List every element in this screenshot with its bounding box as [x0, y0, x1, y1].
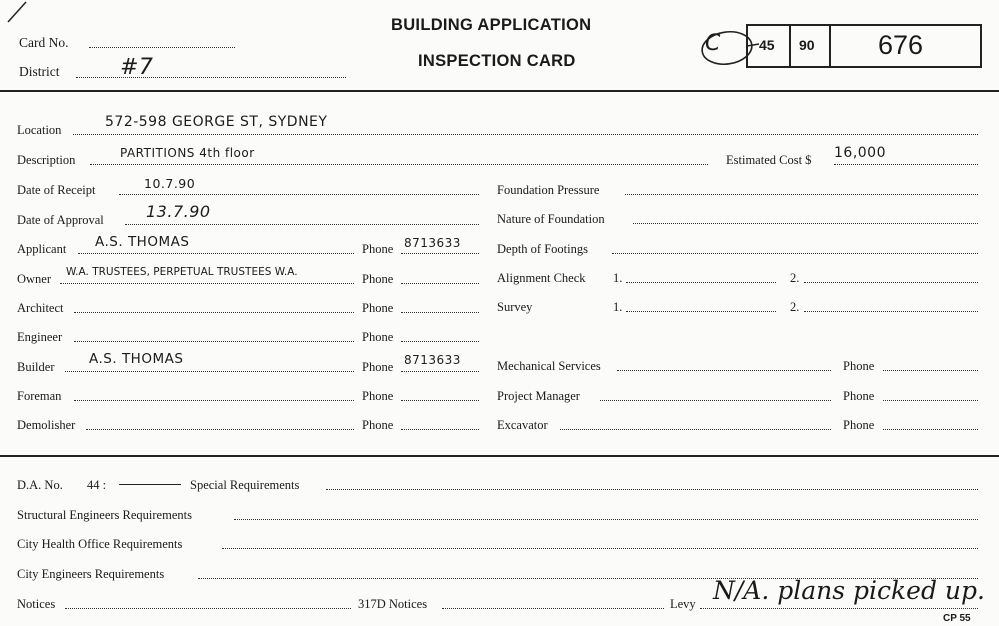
- description-field[interactable]: [90, 164, 708, 165]
- project-manager-phone-label: Phone: [843, 389, 875, 403]
- survey-label: Survey: [497, 300, 533, 314]
- mechanical-services-phone-label: Phone: [843, 359, 875, 373]
- applicant-value: A.S. THOMAS: [95, 234, 190, 250]
- excavator-label: Excavator: [497, 418, 548, 432]
- description-value: PARTITIONS 4th floor: [120, 146, 255, 160]
- form-code: CP 55: [943, 613, 971, 624]
- notices-317d-field[interactable]: [442, 608, 664, 609]
- divider-middle: [0, 455, 999, 457]
- foreman-label: Foreman: [17, 389, 62, 403]
- builder-phone-field[interactable]: [401, 371, 479, 372]
- card-no-field[interactable]: [89, 47, 235, 48]
- excavator-phone-field[interactable]: [883, 429, 978, 430]
- date-receipt-label: Date of Receipt: [17, 183, 96, 197]
- demolisher-phone-field[interactable]: [401, 429, 479, 430]
- health-req-field[interactable]: [222, 548, 978, 549]
- nature-foundation-field[interactable]: [633, 223, 978, 224]
- architect-field[interactable]: [74, 312, 354, 313]
- owner-value: W.A. TRUSTEES, PERPETUAL TRUSTEES W.A.: [66, 266, 298, 278]
- builder-phone-value: 8713633: [404, 353, 461, 367]
- foundation-pressure-field[interactable]: [625, 194, 978, 195]
- survey-field1[interactable]: [626, 311, 776, 312]
- builder-field[interactable]: [65, 371, 354, 372]
- location-field[interactable]: [73, 134, 978, 135]
- ref-box-2: [787, 24, 831, 68]
- health-req-label: City Health Office Requirements: [17, 537, 183, 551]
- date-approval-field[interactable]: [125, 224, 479, 225]
- notices-label: Notices: [17, 597, 56, 611]
- applicant-phone-value: 8713633: [404, 236, 461, 250]
- alignment-check-field2[interactable]: [804, 282, 978, 283]
- district-value: #7: [120, 55, 154, 80]
- owner-label: Owner: [17, 272, 52, 286]
- form-title-line1: BUILDING APPLICATION: [391, 16, 592, 34]
- depth-footings-label: Depth of Footings: [497, 242, 588, 256]
- location-label: Location: [17, 123, 62, 137]
- depth-footings-field[interactable]: [612, 253, 978, 254]
- engineer-phone-field[interactable]: [401, 341, 479, 342]
- mechanical-services-phone-field[interactable]: [883, 370, 978, 371]
- ref-box-1-value: 45: [759, 37, 775, 53]
- date-approval-label: Date of Approval: [17, 213, 104, 227]
- form-title-line2: INSPECTION CARD: [418, 52, 576, 70]
- engineer-label: Engineer: [17, 330, 63, 344]
- special-requirements-label: Special Requirements: [190, 478, 300, 492]
- foundation-pressure-label: Foundation Pressure: [497, 183, 600, 197]
- nature-foundation-label: Nature of Foundation: [497, 212, 605, 226]
- levy-label: Levy: [670, 597, 696, 611]
- foreman-phone-field[interactable]: [401, 400, 479, 401]
- owner-phone-label: Phone: [362, 272, 394, 286]
- special-requirements-field[interactable]: [326, 489, 978, 490]
- project-manager-field[interactable]: [600, 400, 831, 401]
- architect-phone-label: Phone: [362, 301, 394, 315]
- applicant-field[interactable]: [78, 253, 354, 254]
- da-no-dash: [119, 484, 181, 485]
- survey-num1: 1.: [613, 300, 623, 314]
- project-manager-phone-field[interactable]: [883, 400, 978, 401]
- circled-mark-letter: C: [705, 31, 721, 56]
- district-label: District: [19, 64, 60, 79]
- mechanical-services-label: Mechanical Services: [497, 359, 601, 373]
- mechanical-services-field[interactable]: [617, 370, 831, 371]
- ref-box-1: [746, 24, 791, 68]
- da-no-label: D.A. No.: [17, 478, 63, 492]
- ref-box-2-value: 90: [799, 37, 815, 53]
- demolisher-label: Demolisher: [17, 418, 76, 432]
- ref-number-box: [829, 24, 982, 68]
- notices-317d-label: 317D Notices: [358, 597, 428, 611]
- location-value: 572-598 GEORGE ST, SYDNEY: [105, 114, 328, 130]
- survey-field2[interactable]: [804, 311, 978, 312]
- builder-value: A.S. THOMAS: [89, 351, 184, 367]
- builder-label: Builder: [17, 360, 55, 374]
- ref-number-value: 676: [878, 30, 924, 60]
- foreman-phone-label: Phone: [362, 389, 394, 403]
- alignment-check-num2: 2.: [790, 271, 800, 285]
- date-receipt-field[interactable]: [119, 194, 479, 195]
- foreman-field[interactable]: [74, 400, 354, 401]
- project-manager-label: Project Manager: [497, 389, 580, 403]
- engineer-phone-label: Phone: [362, 330, 394, 344]
- date-approval-value: 13.7.90: [146, 202, 211, 221]
- da-no-value: 44 :: [87, 478, 107, 492]
- structural-req-label: Structural Engineers Requirements: [17, 508, 192, 522]
- survey-num2: 2.: [790, 300, 800, 314]
- architect-phone-field[interactable]: [401, 312, 479, 313]
- city-engineers-req-label: City Engineers Requirements: [17, 567, 165, 581]
- alignment-check-label: Alignment Check: [497, 271, 586, 285]
- levy-field[interactable]: [700, 608, 978, 609]
- date-receipt-value: 10.7.90: [144, 176, 196, 191]
- structural-req-field[interactable]: [234, 519, 978, 520]
- engineer-field[interactable]: [74, 341, 354, 342]
- builder-phone-label: Phone: [362, 360, 394, 374]
- district-field[interactable]: [76, 77, 346, 78]
- estimated-cost-field[interactable]: [834, 164, 978, 165]
- owner-field[interactable]: [60, 283, 354, 284]
- card-no-label: Card No.: [19, 35, 69, 50]
- description-label: Description: [17, 153, 76, 167]
- demolisher-field[interactable]: [86, 429, 354, 430]
- applicant-label: Applicant: [17, 242, 67, 256]
- excavator-phone-label: Phone: [843, 418, 875, 432]
- owner-phone-field[interactable]: [401, 283, 479, 284]
- levy-handwritten-note: N/A. plans picked up.: [713, 576, 985, 605]
- pen-tick-mark: [2, 0, 32, 30]
- notices-field[interactable]: [65, 608, 351, 609]
- alignment-check-field1[interactable]: [626, 282, 776, 283]
- estimated-cost-value: 16,000: [834, 145, 886, 161]
- applicant-phone-label: Phone: [362, 242, 394, 256]
- architect-label: Architect: [17, 301, 64, 315]
- excavator-field[interactable]: [560, 429, 831, 430]
- estimated-cost-label: Estimated Cost $: [726, 153, 812, 167]
- alignment-check-num1: 1.: [613, 271, 623, 285]
- demolisher-phone-label: Phone: [362, 418, 394, 432]
- applicant-phone-field[interactable]: [401, 253, 479, 254]
- divider-top: [0, 90, 999, 92]
